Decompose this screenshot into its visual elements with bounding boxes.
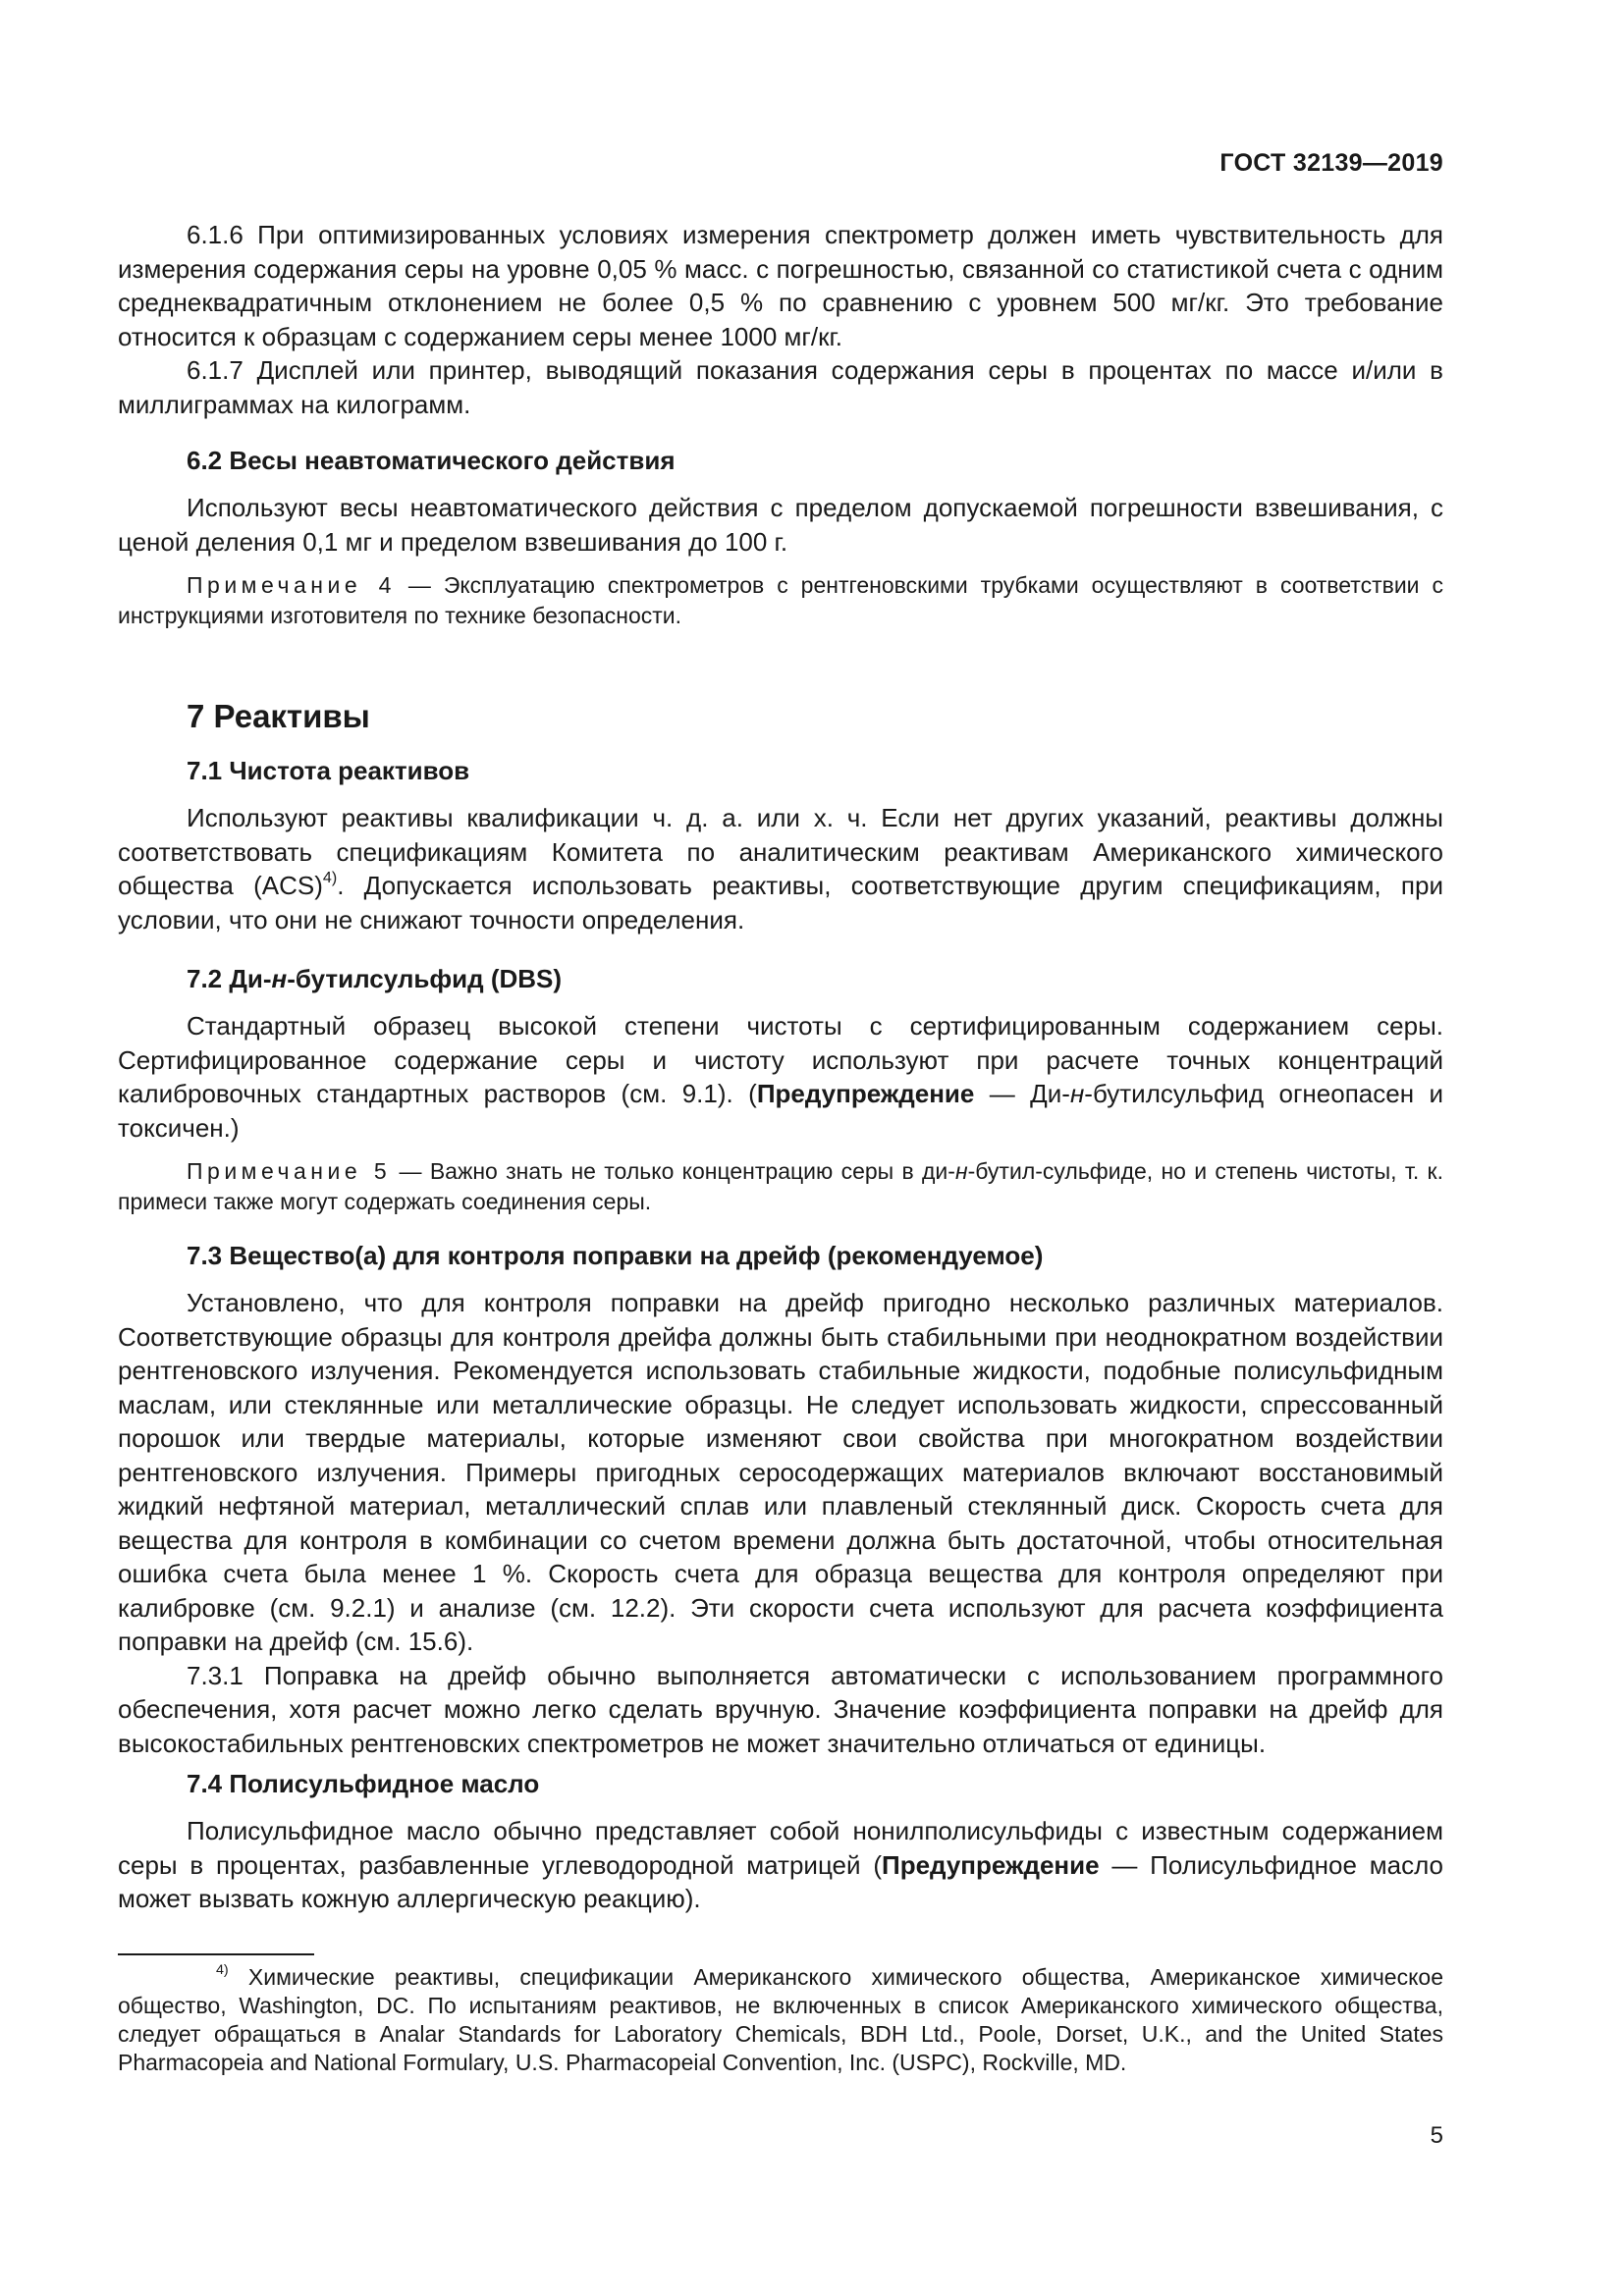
paragraph-7-2 (118, 1009, 1443, 1145)
heading-7-2-b: -бутилсульфид (DBS) (287, 964, 563, 993)
section-7-1-block (118, 754, 1443, 936)
footnote-separator (118, 1953, 314, 1955)
note-5-label: Примечание 5 (187, 1158, 392, 1184)
note-4 (118, 570, 1443, 631)
paragraph-7-1 (118, 801, 1443, 936)
paragraph-7-1-text-a: Используют реактивы квалификации ч. д. а. или х. ч. Если нет других указаний, реактивы должны соответствовать спецификациям Комитета по аналитическим реактивам Американского химического общества (ACS) (118, 803, 1443, 900)
heading-6-2: 6.2 Весы неавтоматического действия (187, 446, 676, 475)
note-5-text-b: -бутил-сульфиде, но и степень чистоты, т. к. примеси также могут содержать соединения серы. (118, 1158, 1443, 1214)
paragraph-7-2-warning: Предупреждение (756, 1079, 975, 1108)
paragraph-6-2: Используют весы неавтоматического действия с пределом допускаемой погрешности взвешивания, с ценой деления 0,1 мг и пределом взвешивания до 100 г. (118, 493, 1443, 557)
paragraph-6-1-6: 6.1.6 При оптимизированных условиях измерения спектрометр должен иметь чувствительность для измерения содержания серы на уровне 0,05 % масс. с погрешностью, связанной со статистикой счета с одним среднеквадратичным отклонением не более 0,5 % по сравнению с уровнем 500 мг/кг. Это требование относится к образцам с содержанием серы менее 1000 мг/кг. (118, 220, 1443, 351)
note-5-text-a: — Важно знать не только концентрацию серы в ди- (391, 1158, 955, 1184)
note-4-label: Примечание 4 (187, 572, 396, 598)
paragraph-7-2-text-b: — Ди- (974, 1079, 1070, 1108)
paragraph-7-3-1: 7.3.1 Поправка на дрейф обычно выполняется автоматически с использованием программного обеспечения, хотя расчет можно легко сделать вручную. Значение коэффициента поправки на дрейф для высокостабильных рентгеновских спектрометров не может значительно отличаться от единицы. (118, 1660, 1443, 1758)
footnote-4 (118, 1963, 1443, 2077)
heading-7-2-a: 7.2 Ди- (187, 964, 272, 993)
section-7-block (118, 697, 1443, 736)
note-4-text: — Эксплуатацию спектрометров с рентгеновскими трубками осуществляют в соответствии с инструкциями изготовителя по технике безопасности. (118, 572, 1443, 628)
footnote-4-text: Химические реактивы, спецификации Американского химического общества, Американское химическое общество, Washington, DC. По испытаниям реактивов, не включенных в список Американского химического общества, следует обращаться в Analar Standards for Laboratory Chemicals, BDH Ltd., Poole, Dorset, U.K., and the United States Pharmacopeia and National Formulary, U.S. Pharmacopeial Convention, Inc. (USPC), Rockville, MD. (118, 1964, 1443, 2075)
footnote-ref-4: 4) (322, 869, 338, 887)
paragraph-7-3: Установлено, что для контроля поправки на дрейф пригодно несколько различных материалов. Соответствующие образцы для контроля дрейфа должны быть стабильными при неоднократном воздействии рентгеновского излучения. Рекомендуется использовать стабильные жидкости, подобные полисульфидным маслам, или стеклянные или металлические образцы. Не следует использовать жидкости, спрессованный порошок или твердые материалы, которые изменяют свои свойства при многократном воздействии рентгеновского излучения. Примеры пригодных серосодержащих материалов включают восстановимый жидкий нефтяной материал, металлический сплав или плавленый стеклянный диск. Скорость счета для вещества для контроля в комбинации со счетом времени должна быть достаточной, чтобы относительная ошибка счета была менее 1 %. Скорость счета для образца вещества для контроля определяют при калибровке (см. 9.2.1) и анализе (см. 12.2). Эти скорости счета используют для расчета коэффициента поправки на дрейф (см. 15.6). (118, 1288, 1443, 1656)
note-5-italic: н (954, 1158, 968, 1184)
section-7-2-block (118, 962, 1443, 1217)
footnote-block (118, 1953, 1443, 2077)
heading-7-3: 7.3 Вещество(а) для контроля поправки на дрейф (рекомендуемое) (187, 1241, 1044, 1270)
note-5 (118, 1156, 1443, 1217)
heading-7-2 (118, 962, 1443, 995)
heading-7-4: 7.4 Полисульфидное масло (187, 1769, 540, 1798)
paragraph-7-2-text-a: Стандартный образец высокой степени чистоты с сертифицированным содержанием серы. Сертифицированное содержание серы и чистоту используют при расчете точных концентраций калибровочных стандартных растворов (см. 9.1). ( (118, 1011, 1443, 1108)
page-header-doc-code: ГОСТ 32139—2019 (1219, 149, 1443, 177)
paragraph-7-2-text-c: -бутилсульфид огнеопасен и токсичен.) (118, 1079, 1443, 1143)
paragraph-7-4 (118, 1814, 1443, 1916)
section-6-2-block (118, 444, 1443, 631)
section-6-block (118, 218, 1443, 421)
paragraph-7-2-italic: н (1069, 1079, 1085, 1108)
paragraph-6-1-7: 6.1.7 Дисплей или принтер, выводящий показания содержания серы в процентах по массе и/или в миллиграммах на килограмм. (118, 355, 1443, 419)
heading-7-2-italic: н (271, 964, 288, 993)
section-7-3-block (118, 1239, 1443, 1760)
footnote-4-mark: 4) (216, 1962, 229, 1979)
section-7-title: 7 Реактивы (187, 698, 370, 734)
paragraph-7-4-warning: Предупреждение (882, 1849, 1100, 1880)
page-number: 5 (1430, 2122, 1443, 2149)
heading-7-1: 7.1 Чистота реактивов (187, 756, 470, 785)
section-7-4-block (118, 1767, 1443, 1916)
paragraph-7-4-text-a: Полисульфидное масло обычно представляет собой нонилполисульфиды с известным содержанием серы в процентах, разбавленные углеводородной матрицей ( (118, 1816, 1443, 1880)
paragraph-7-1-text-b: . Допускается использовать реактивы, соответствующие другим спецификациям, при условии, что они не снижают точности определения. (118, 871, 1443, 934)
paragraph-7-4-text-b: — Полисульфидное масло может вызвать кожную аллергическую реакцию). (118, 1849, 1443, 1913)
